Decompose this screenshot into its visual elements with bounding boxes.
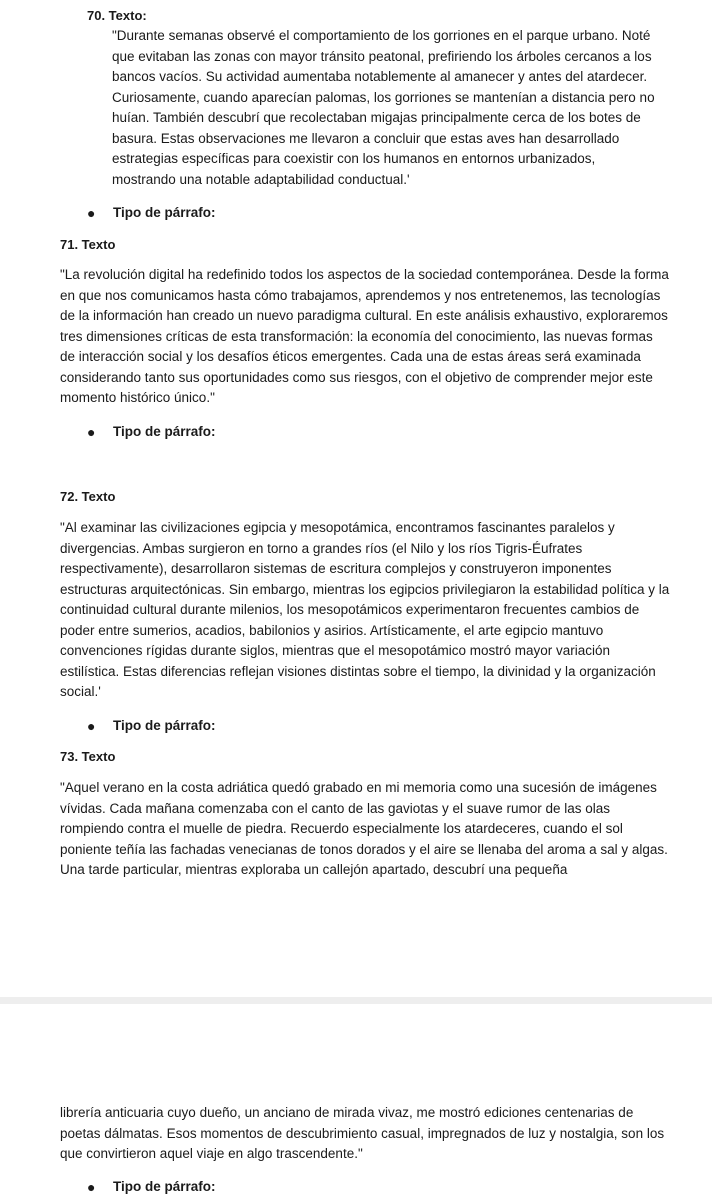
page-break	[0, 997, 712, 1004]
item-72-text: "Al examinar las civilizaciones egipcia y mesopotámica, encontramos fascinantes paralelos y divergencias. Ambas surgieron en torno a grandes ríos (el Nilo y los ríos Tigris-Éufrates respectivamente), desarrollaron sistemas de escritura complejos y construyeron imponentes estructuras arquitectónicas. Sin embargo, mientras los egipcios privilegiaron la estabilidad política y la continuidad cultural durante milenios, los mesopotámicos experimentaron frecuentes cambios de poder entre sumerios, acadios, babilonios y asirios. Artísticamente, el arte egipcio mantuvo convenciones rígidas durante siglos, mientras que el mesopotámico mostró mayor variación estilística. Estas diferencias reflejan visiones distintas sobre el tiempo, la divinidad y la organización social.'	[60, 520, 670, 699]
item-71-text: "La revolución digital ha redefinido todos los aspectos de la sociedad contemporánea. Desde la forma en que nos comunicamos hasta cómo trabajamos, aprendemos y nos entretenemos, las tecnologías de la información han creado un nuevo paradigma cultural. En este análisis exhaustivo, exploraremos tres dimensiones críticas de esta transformación: la economía del conocimiento, las nuevas formas de interacción social y los desafíos éticos emergentes. Cada una de estas áreas será examinada considerando tanto sus oportunidades como sus riesgos, con el objetivo de comprender mejor este momento histórico único."	[60, 267, 669, 405]
item-73-text-continuation: librería anticuaria cuyo dueño, un anciano de mirada vivaz, me mostró ediciones centenarias de poetas dálmatas. Esos momentos de descubrimiento casual, impregnados de luz y nostalgia, son los que convirtieron aquel viaje en algo trascendente."	[60, 1105, 665, 1161]
item-73-heading: 73. Texto	[60, 749, 116, 764]
bullet-icon: ●	[87, 205, 96, 221]
item-70-text: "Durante semanas observé el comportamiento de los gorriones en el parque urbano. Noté que evitaban las zonas con mayor tránsito peatonal, prefiriendo los árboles cercanos a los bancos vacíos. Su actividad aumentaba notablemente al amanecer y antes del atardecer. Curiosamente, cuando aparecían palomas, los gorriones se mantenían a distancia pero no huían. También descubrí que recolectaban migajas principalmente cerca de los botes de basura. Estas observaciones me llevaron a concluir que estas aves han desarrollado estrategias específicas para coexistir con los humanos en entornos urbanizados, mostrando una notable adaptabilidad conductual.'	[112, 28, 655, 187]
bullet-icon: ●	[87, 718, 96, 734]
bullet-icon: ●	[87, 1179, 96, 1195]
item-70-heading: 70. Texto:	[87, 8, 147, 23]
item-73-text: "Aquel verano en la costa adriática quedó grabado en mi memoria como una sucesión de imágenes vívidas. Cada mañana comenzaba con el canto de las gaviotas y el suave rumor de las olas rompiendo contra el muelle de piedra. Recuerdo especialmente los atardeceres, cuando el sol poniente teñía las fachadas venecianas de tonos dorados y el aire se llenaba del aroma a sal y algas. Una tarde particular, mientras exploraba un callejón apartado, descubrí una pequeña	[60, 780, 668, 877]
item-71-heading: 71. Texto	[60, 237, 116, 252]
item-72-heading: 72. Texto	[60, 489, 116, 504]
document-page-1: 70. Texto: "Durante semanas observé el comportamiento de los gorriones en el parque urbano. Noté que evitaban las zonas con mayor tránsito peatonal, prefiriendo los árboles cercanos a los bancos vacíos. Su actividad aumentaba notablemente al amanecer y antes del atardecer. Curiosamente, cuando aparecían palomas, los gorriones se mantenían a distancia pero no huían. También descubrí que recolectaban migajas principalmente cerca de los botes de basura. Estas observaciones me llevaron a concluir que estas aves han desarrollado estrategias específicas para coexistir con los humanos en entornos urbanizados, mostrando una notable adaptabilidad conductual.' ● Tipo de párrafo: 71. Texto "La revolución digital ha redefinido todos los aspectos de la sociedad contemporánea. Desde la forma en que nos comunicamos hasta cómo trabajamos, aprendemos y nos entretenemos, las tecnologías de la información han creado un nuevo paradigma cultural. En este análisis exhaustivo, exploraremos tres dimensiones críticas de esta transformación: la economía del conocimiento, las nuevas formas de interacción social y los desafíos éticos emergentes. Cada una de estas áreas será examinada considerando tanto sus oportunidades como sus riesgos, con el objetivo de comprender mejor este momento histórico único." ● Tipo de párrafo: 72. Texto "Al examinar las civilizaciones egipcia y mesopotámica, encontramos fascinantes paralelos y divergencias. Ambas surgieron en torno a grandes ríos (el Nilo y los ríos Tigris-Éufrates respectivamente), desarrollaron sistemas de escritura complejos y construyeron imponentes estructuras arquitectónicas. Sin embargo, mientras los egipcios privilegiaron la estabilidad política y la continuidad cultural durante milenios, los mesopotámicos experimentaron frecuentes cambios de poder entre sumerios, acadios, babilonios y asirios. Artísticamente, el arte egipcio mantuvo convenciones rígidas durante siglos, mientras que el mesopotámico mostró mayor variación estilística. Estas diferencias reflejan visiones distintas sobre el tiempo, la divinidad y la organización social.' ● Tipo de párrafo: 73. Texto "Aquel verano en la costa adriática quedó grabado en mi memoria como una sucesión de imágenes vívidas. Cada mañana comenzaba con el canto de las gaviotas y el suave rumor de las olas rompiendo contra el muelle de piedra. Recuerdo especialmente los atardeceres, cuando el sol poniente teñía las fachadas venecianas de tonos dorados y el aire se llenaba del aroma a sal y algas. Una tarde particular, mientras exploraba un callejón apartado, descubrí una pequeña	[0, 0, 712, 997]
bullet-icon: ●	[87, 424, 96, 440]
document-page-2: librería anticuaria cuyo dueño, un anciano de mirada vivaz, me mostró ediciones centenarias de poetas dálmatas. Esos momentos de descubrimiento casual, impregnados de luz y nostalgia, son los que convirtieron aquel viaje en algo trascendente." ● Tipo de párrafo:	[0, 1004, 712, 1197]
